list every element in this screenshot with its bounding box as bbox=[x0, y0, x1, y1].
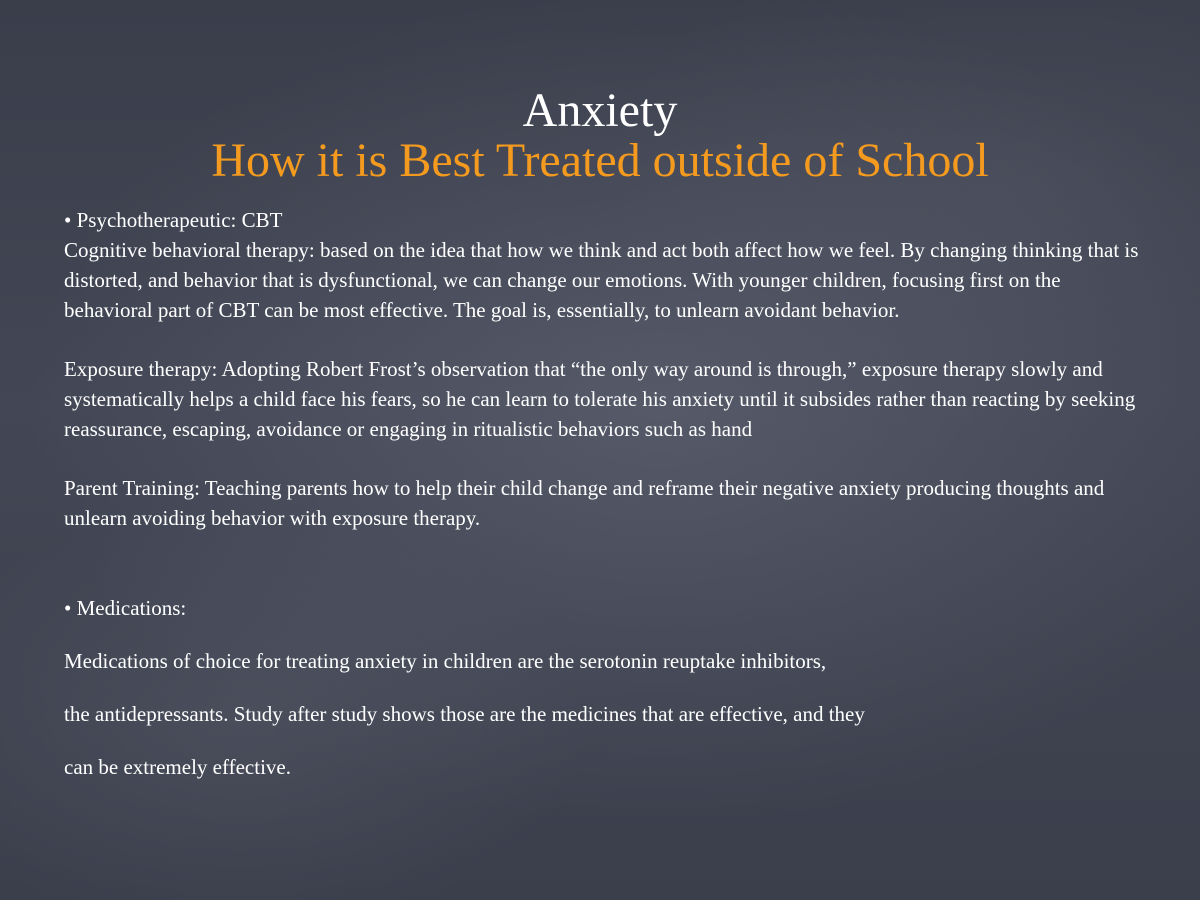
paragraph-exposure-therapy: Exposure therapy: Adopting Robert Frost’s observation that “the only way around is through,” exposure therapy slowly and systematically helps a child face his fears, so he can learn to tolerate his anxiety until it subsides rather than reacting by seeking reassurance, escaping, avoidance or engaging in ritualistic behaviors such as hand bbox=[64, 357, 1136, 441]
spacer bbox=[64, 325, 1144, 354]
spacer bbox=[64, 533, 1144, 593]
spacer bbox=[64, 444, 1144, 473]
medications-line-1: Medications of choice for treating anxiety in children are the serotonin reuptake inhibitors, bbox=[64, 649, 827, 673]
slide-subtitle: How it is Best Treated outside of School bbox=[211, 134, 989, 187]
slide-body bbox=[64, 205, 1144, 782]
medications-line-3: can be extremely effective. bbox=[64, 755, 291, 779]
bullet-medications: • Medications: bbox=[64, 596, 187, 620]
title-block bbox=[0, 86, 1200, 186]
slide-title: Anxiety bbox=[522, 84, 678, 137]
spacer bbox=[64, 729, 1144, 752]
spacer bbox=[64, 676, 1144, 699]
paragraph-parent-training: Parent Training: Teaching parents how to help their child change and reframe their negative anxiety producing thoughts and unlearn avoiding behavior with exposure therapy. bbox=[64, 476, 1105, 530]
spacer bbox=[64, 623, 1144, 646]
medications-line-2: the antidepressants. Study after study shows those are the medicines that are effective, and they bbox=[64, 702, 865, 726]
bullet-psychotherapeutic: • Psychotherapeutic: CBT bbox=[64, 208, 283, 232]
paragraph-cbt: Cognitive behavioral therapy: based on the idea that how we think and act both affect how we feel. By changing thinking that is distorted, and behavior that is dysfunctional, we can change our emotions. With younger children, focusing first on the behavioral part of CBT can be most effective. The goal is, essentially, to unlearn avoidant behavior. bbox=[64, 238, 1139, 322]
